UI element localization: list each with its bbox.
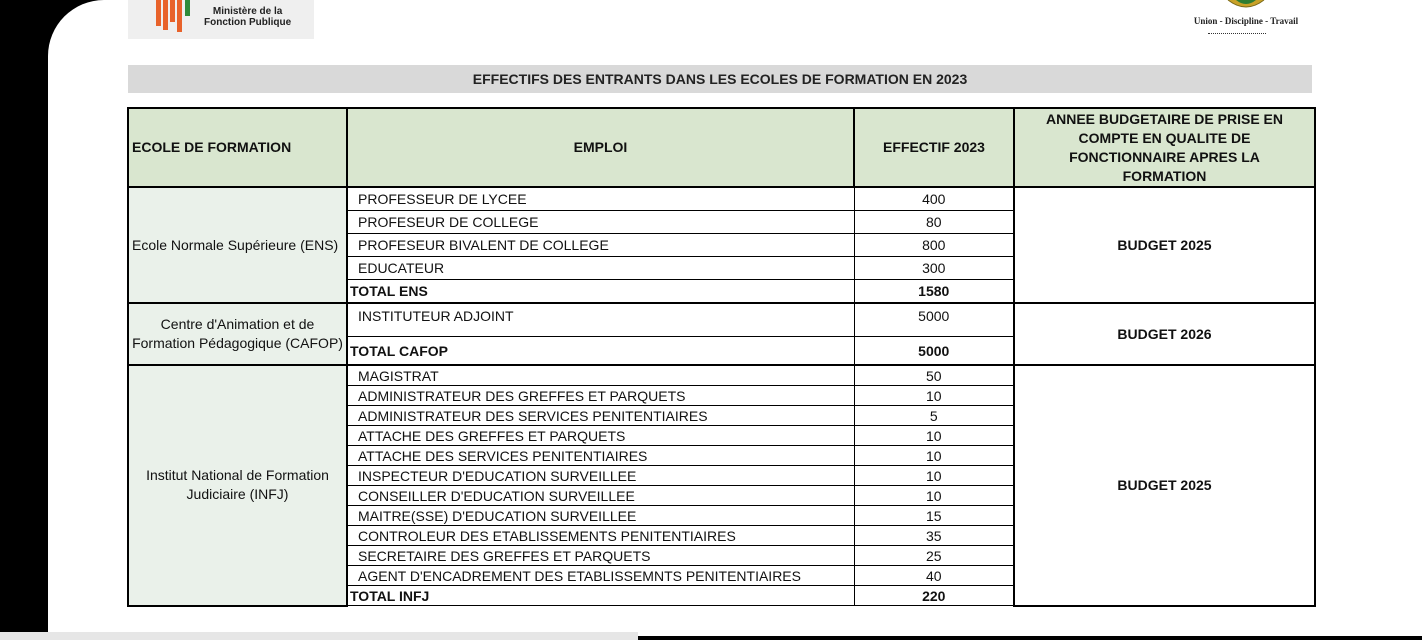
col-header-budget: ANNEE BUDGETAIRE DE PRISE EN COMPTE EN QUALITE DE FONCTIONNAIRE APRES LA FORMATION [1014,108,1315,187]
school-name: Ecole Normale Supérieure (ENS) [128,187,347,303]
group-cafop [128,303,1315,365]
col-header-school: ECOLE DE FORMATION [128,108,347,187]
ministry-line1: Ministère de la [212,6,283,17]
col-header-emploi: EMPLOI [347,108,854,187]
effectif-cell: 10 [854,486,1014,506]
col-header-effectif: EFFECTIF 2023 [854,108,1014,187]
emploi-cell: PROFESSEUR DE LYCEE [347,187,854,211]
effectif-cell: 10 [854,466,1014,486]
emploi-cell: MAITRE(SSE) D'EDUCATION SURVEILLEE [347,506,854,526]
emploi-cell: MAGISTRAT [347,365,854,386]
table-row [128,365,1315,386]
table-row [128,303,1315,337]
emploi-cell: ADMINISTRATEUR DES SERVICES PENITENTIAIRES [347,406,854,426]
emploi-cell: INSTITUTEUR ADJOINT [347,303,854,337]
effectif-cell: 5 [854,406,1014,426]
effectif-cell: 25 [854,546,1014,566]
effectif-cell: 40 [854,566,1014,586]
effectif-cell: 35 [854,526,1014,546]
emploi-cell: ATTACHE DES GREFFES ET PARQUETS [347,426,854,446]
emploi-cell: ATTACHE DES SERVICES PENITENTIAIRES [347,446,854,466]
emploi-cell: PROFESEUR DE COLLEGE [347,211,854,234]
ministry-line2: Fonction Publique [204,17,292,28]
document-title: EFFECTIFS DES ENTRANTS DANS LES ECOLES DE FORMATION EN 2023 [128,65,1312,93]
school-name: Centre d'Animation et de Formation Pédagogique (CAFOP) [128,303,347,365]
bottom-strip [0,632,638,640]
motto-divider [1208,33,1266,34]
emploi-cell: EDUCATEUR [347,257,854,280]
total-label: TOTAL CAFOP [347,337,854,366]
ministry-name [204,6,291,28]
emploi-cell: SECRETAIRE DES GREFFES ET PARQUETS [347,546,854,566]
ministry-logo [128,0,314,39]
group-infj [128,365,1315,606]
total-value: 5000 [854,337,1014,366]
effectif-cell: 10 [854,426,1014,446]
effectif-cell: 50 [854,365,1014,386]
total-value: 220 [854,586,1014,606]
emploi-cell: ADMINISTRATEUR DES GREFFES ET PARQUETS [347,386,854,406]
emploi-cell: INSPECTEUR D'EDUCATION SURVEILLEE [347,466,854,486]
total-label: TOTAL INFJ [347,586,854,606]
total-label: TOTAL ENS [347,280,854,304]
table-header-row [128,108,1315,187]
effectif-cell: 15 [854,506,1014,526]
effectif-cell: 5000 [854,303,1014,337]
document-page [48,0,1422,636]
effectif-cell: 300 [854,257,1014,280]
budget-cell: BUDGET 2025 [1014,187,1315,303]
budget-cell: BUDGET 2026 [1014,303,1315,365]
effectif-cell: 10 [854,386,1014,406]
effectif-cell: 400 [854,187,1014,211]
budget-cell: BUDGET 2025 [1014,365,1315,606]
total-value: 1580 [854,280,1014,304]
logo-stripes-icon [156,0,192,32]
school-name: Institut National de Formation Judiciaire (INFJ) [128,365,347,606]
effectif-cell: 800 [854,234,1014,257]
emploi-cell: AGENT D'ENCADREMENT DES ETABLISSEMNTS PENITENTIAIRES [347,566,854,586]
effectif-cell: 10 [854,446,1014,466]
effectifs-table [127,107,1316,607]
emploi-cell: PROFESEUR BIVALENT DE COLLEGE [347,234,854,257]
effectif-cell: 80 [854,211,1014,234]
emploi-cell: CONTROLEUR DES ETABLISSEMENTS PENITENTIAIRES [347,526,854,546]
emploi-cell: CONSEILLER D'EDUCATION SURVEILLEE [347,486,854,506]
group-ens [128,187,1315,303]
national-motto: Union - Discipline - Travail [1193,16,1299,26]
table-row [128,187,1315,211]
coat-of-arms-icon [1226,0,1266,10]
